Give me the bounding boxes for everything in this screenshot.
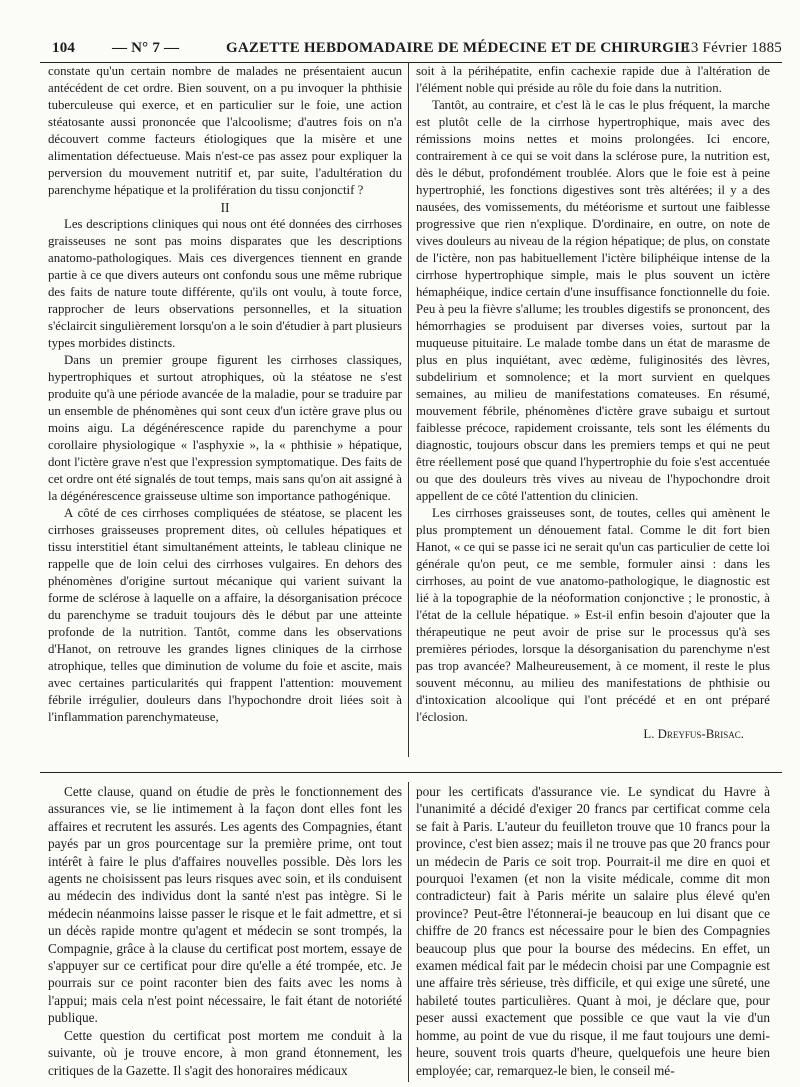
section-heading: II	[220, 200, 230, 215]
paragraph: Tantôt, au contraire, et c'est là le cas le plus fréquent, la marche est plutôt celle de la cirrhose hypertrophique, mais avec des rémissions moins nettes et moins prolongées. Ici encore, contrairement à ce qui se voit dans la sclérose pure, la nutrition est, dès le début, profondément troublée. Alors que le foie est à peine hypertrophié, les fonctions digestives sont très altérées; il y a des nausées, des vomissements, du météorisme et surtout une faiblesse progressive que rien n'explique. D'ordinaire, en outre, on note de vives douleurs au niveau de la région hépatique; de plus, on constate de l'ictère, non pas habituellement l'ictère biliphéique intense de la cirrhose hypertrophique simple, mais le plus souvent un ictère hémaphéique, indice certain d'une insuffisance fonctionnelle du foie. Peu à peu la fièvre s'allume; les troubles digestifs se prononcent, des hémorrhagies se produisent par diverses voies, surtout par la muqueuse pituitaire. Le malade tombe dans un état de marasme de plus en plus inquiétant, avec œdème, fuliginosités des lèvres, subdelirium et somnolence; et la mort survient en quelques semaines, au milieu de manifestations comateuses. En résumé, mouvement fébrile, phénomènes d'ictère grave subaigu et surtout faiblesse précoce, rapidement croissante, tels sont les éléments du diagnostic, toujours obscur dans les premiers temps et qui ne peut être réellement posé que quand l'hypertrophie du foie s'est accentuée ou que des douleurs très vives au niveau de l'hypochondre droit appellent de ce côté l'attention du clinicien.	[416, 98, 770, 503]
article-column-left	[48, 63, 402, 743]
paragraph: Dans un premier groupe figurent les cirrhoses classiques, hypertrophiques et surtout atrophiques, où la stéatose ne s'est produite qu'à une période avancée de la maladie, pour se traduire par un ensemble de phénomènes qui sont ceux d'un ictère grave plus ou moins aigu. La dégénérescence rapide du parenchyme a pour corollaire physiologique « l'asphyxie », la « phthisie » hépatique, dont l'ictère grave n'est que l'expression symptomatique. Des faits de cet ordre ont été signalés de tout temps, mais sans qu'on ait assigné à la dégénérescence graisseuse ultime son importance pathogénique.	[48, 353, 402, 503]
paragraph: A côté de ces cirrhoses compliquées de stéatose, se placent les cirrhoses graisseuses proprement dites, où cellules hépatiques et tissu interstitiel étant simultanément atteints, le tableau clinique ne rappelle que de loin celui des cirrhoses vulgaires. En dehors des phénomènes d'origine surtout mécanique qui varient suivant la forme de sclérose à laquelle on a affaire, la désorganisation précoce du parenchyme se traduit toujours dès le début par une atteinte profonde de la nutrition. Tantôt, comme dans les observations d'Hanot, on retrouve les grandes lignes cliniques de la cirrhose atrophique, telles que diminution de volume du foie et ascite, mais avec certaines particularités qui frappent l'attention: mouvement fébrile irrégulier, douleurs dans l'hypochondre droit liées soit à l'inflammation parenchymateuse,	[48, 506, 402, 724]
column-divider	[408, 62, 409, 757]
running-header	[40, 40, 782, 63]
paragraph: constate qu'un certain nombre de malades ne présentaient aucun antécédent de cet ordre. Bien souvent, on a pu invoquer la phthisie tuberculeuse qui exerce, et en particulier sur le foie, une action stéatosante aussi prononcée que l'alcoolisme; d'autres fois on n'a découvert comme facteurs étiologiques que la misère et une alimentation défectueuse. Mais n'est-ce pas assez pour expliquer la perversion du mouvement nutritif et, par suite, l'adultération du parenchyme hépatique et la prolifération du tissu conjonctif ?	[48, 64, 402, 197]
paragraph: Les cirrhoses graisseuses sont, de toutes, celles qui amènent le plus promptement un dénouement fatal. Comme le dit fort bien Hanot, « ce qui se passe ici ne serait qu'un cas particulier de cette loi générale qu'on peut, ce me semble, formuler ainsi : dans les cirrhoses, au point de vue anatomo-pathologique, le diagnostic est lié à la topographie de la néoformation conjonctive ; le pronostic, à l'état de la cellule hépatique. » Est-il enfin besoin d'ajouter que la thérapeutique ne peut avoir de prise sur le processus qu'à ses premières périodes, lorsque la désorganisation du parenchyme n'est pas trop avancée? Malheureusement, à ce moment, il reste le plus souvent méconnu, au milieu des manifestations de phthisie ou d'intoxication alcoolique qui l'ont précédé et en ont préparé l'éclosion.	[416, 506, 770, 724]
page-number: 104	[52, 40, 76, 56]
feuilleton-divider	[40, 772, 782, 773]
column-divider	[408, 782, 409, 1082]
feuilleton-column-left	[48, 783, 402, 1083]
article-column-right	[416, 63, 770, 755]
paragraph: Cette question du certificat post mortem me conduit à la suivante, où je trouve encore, à mon grand étonnement, les critiques de la Gazette. Il s'agit des honoraires médicaux	[48, 1027, 402, 1078]
issue-date: 13 Février 1885	[683, 40, 782, 56]
feuilleton-column-right	[416, 783, 770, 1083]
journal-title: GAZETTE HEBDOMADAIRE DE MÉDECINE ET DE CHIRURGIE	[226, 40, 691, 56]
paragraph: Les descriptions cliniques qui nous ont été données des cirrhoses graisseuses ne sont pas moins disparates que les descriptions anatomo-pathologiques. Mais ces divergences tiennent en grande partie à ce que divers auteurs ont confondu sous une même rubrique des faits de nature toute différente, qu'ils ont voulu, à toute force, rapprocher de leurs observations personnelles, et la situation s'éclaircit singulièrement lorsqu'on a le soin d'étudier à part plusieurs types morbides distincts.	[48, 217, 402, 350]
paragraph: soit à la périhépatite, enfin cachexie rapide due à l'altération de l'élément noble qui préside au rôle du foie dans la nutrition.	[416, 64, 770, 95]
author-signature: L. Dreyfus-Brisac.	[643, 727, 744, 741]
issue-number: — N° 7 —	[112, 40, 180, 56]
paragraph: pour les certificats d'assurance vie. Le syndicat du Havre à l'unanimité a décidé d'exiger 20 francs par certificat comme cela se fait à Paris. L'auteur du feuilleton trouve que 10 francs pour la province, c'est bien assez; mais il ne trouve pas que 20 francs pour un médecin de Paris ce soit trop. Pourrait-il me dire en quoi et pourquoi l'examen (et non la visite médicale, comme dit mon contradicteur) fait à Paris mérite un salaire plus élevé qu'en province? Peut-être l'étonnerai-je beaucoup en lui disant que ce chiffre de 20 francs est nécessaire pour le bien des Compagnies beaucoup plus que pour la bourse des médecins. En effet, un examen médical fait par le médecin choisi par une Compagnie est une affaire très sérieuse, très difficile, et qui exige une sûreté, une habileté toutes particulières. Quant à moi, je déclare que, pour peser aussi exactement que possible ce que vaut la vie d'un homme, au point de vue du risque, il me faut toujours une demi-heure, souvent trois quarts d'heure, quelquefois une heure bien employée; car, remarquez-le bien, le conseil mé-	[416, 784, 770, 1078]
paragraph: Cette clause, quand on étudie de près le fonctionnement des assurances vie, se lie intimement à la façon dont elles font les affaires et recrutent les assurés. Les agents des Compagnies, étant payés par un gros pourcentage sur la première prime, ont tout intérêt à faire le plus d'affaires nouvelles possible. Dès lors les agents ne choisissent pas leurs risques avec soin, et ils conduisent au médecin des individus dont la santé n'est pas intègre. Si le médecin néanmoins laisse passer le risque et le fait admettre, et si un décès rapide montre qu'agent et médecin se sont trompés, la Compagnie, grâce à la clause du certificat post mortem, essaye de s'appuyer sur ce certificat pour dire qu'elle a été trompée, etc. Je pourrais sur ce point raconter bien des faits avec les noms à l'appui; mais cela n'est point nécessaire, le fait étant de notoriété publique.	[48, 784, 402, 1026]
